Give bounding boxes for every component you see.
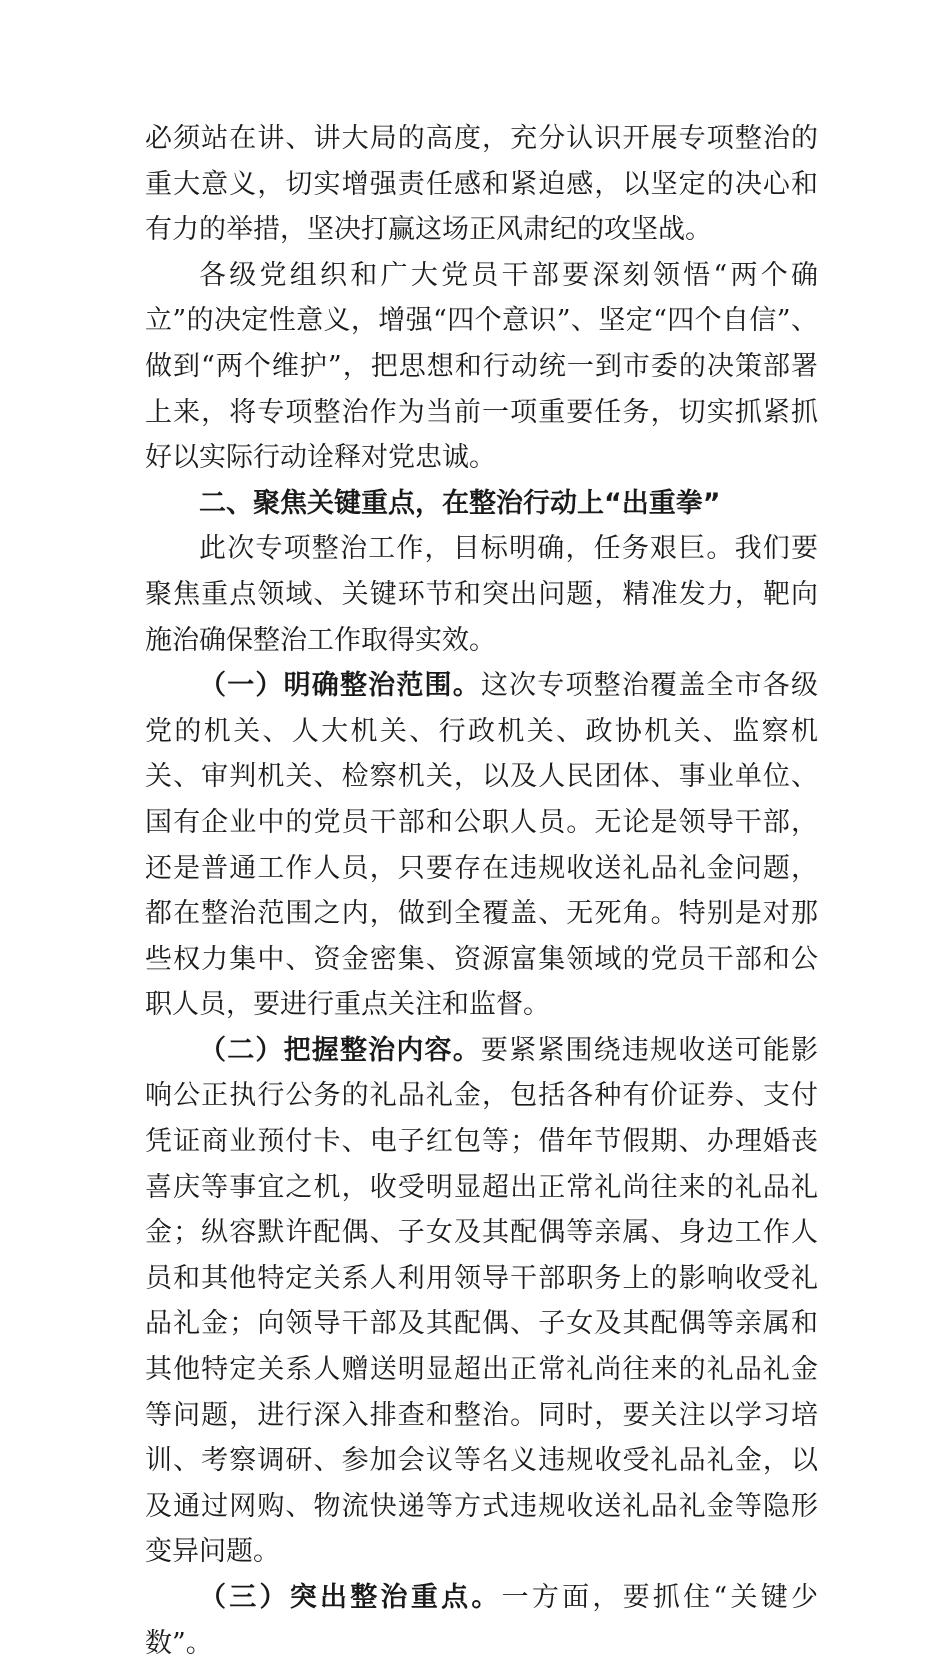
paragraph-content (145, 1028, 818, 1575)
paragraph-lead: （一）明确整治范围。 (199, 670, 481, 702)
paragraph-party-loyalty: 各级党组织和广大党员干部要深刻领悟“两个确立”的决定性意义，增强“四个意识”、坚定“四个自信”、做到“两个维护”，把思想和行动统一到市委的决策部署上来，将专项整治作为当前一项重要任务，切实抓紧抓好以实际行动诠释对党忠诚。 (145, 259, 818, 474)
paragraph-body: 要紧紧围绕违规收送可能影响公正执行公务的礼品礼金，包括各种有价证券、支付凭证商业预付卡、电子红包等；借年节假期、办理婚丧喜庆等事宜之机，收受明显超出正常礼尚往来的礼品礼金；纵容默许配偶、子女及其配偶等亲属、身边工作人员和其他特定关系人利用领导干部职务上的影响收受礼品礼金；向领导干部及其配偶、子女及其配偶等亲属和其他特定关系人赠送明显超出正常礼尚往来的礼品礼金等问题，进行深入排查和整治。同时，要关注以学习培训、考察调研、参加会议等名义违规收受礼品礼金，以及通过网购、物流快递等方式违规收送礼品礼金等隐形变异问题。 (145, 1034, 819, 1568)
paragraph-body: 这次专项整治覆盖全市各级党的机关、人大机关、行政机关、政协机关、监察机关、审判机关、检察机关，以及人民团体、事业单位、国有企业中的党员干部和公职人员。无论是领导干部，还是普通工作人员，只要存在违规收送礼品礼金问题，都在整治范围之内，做到全覆盖、无死角。特别是对那些权力集中、资金密集、资源富集领域的党员干部和公职人员，要进行重点关注和监督。 (145, 670, 819, 1021)
paragraph-scope (145, 663, 818, 1028)
paragraph-body: 一方面，要抓住“关键少数”。 (145, 1582, 818, 1659)
section-heading: 二、聚焦关键重点，在整治行动上“出重拳” (199, 487, 721, 519)
paragraph-continuation: 必须站在讲、讲大局的高度，充分认识开展专项整治的重大意义，切实增强责任感和紧迫感，以坚定的决心和有力的举措，坚决打赢这场正风肃纪的攻坚战。 (145, 123, 818, 246)
paragraph-focus (145, 1575, 818, 1666)
paragraph-section-intro: 此次专项整治工作，目标明确，任务艰巨。我们要聚焦重点领域、关键环节和突出问题，精准发力，靶向施治确保整治工作取得实效。 (145, 533, 818, 656)
document-page (145, 116, 818, 1666)
paragraph-lead: （二）把握整治内容。 (199, 1034, 481, 1066)
paragraph-lead: （三）突出整治重点。 (199, 1582, 502, 1613)
